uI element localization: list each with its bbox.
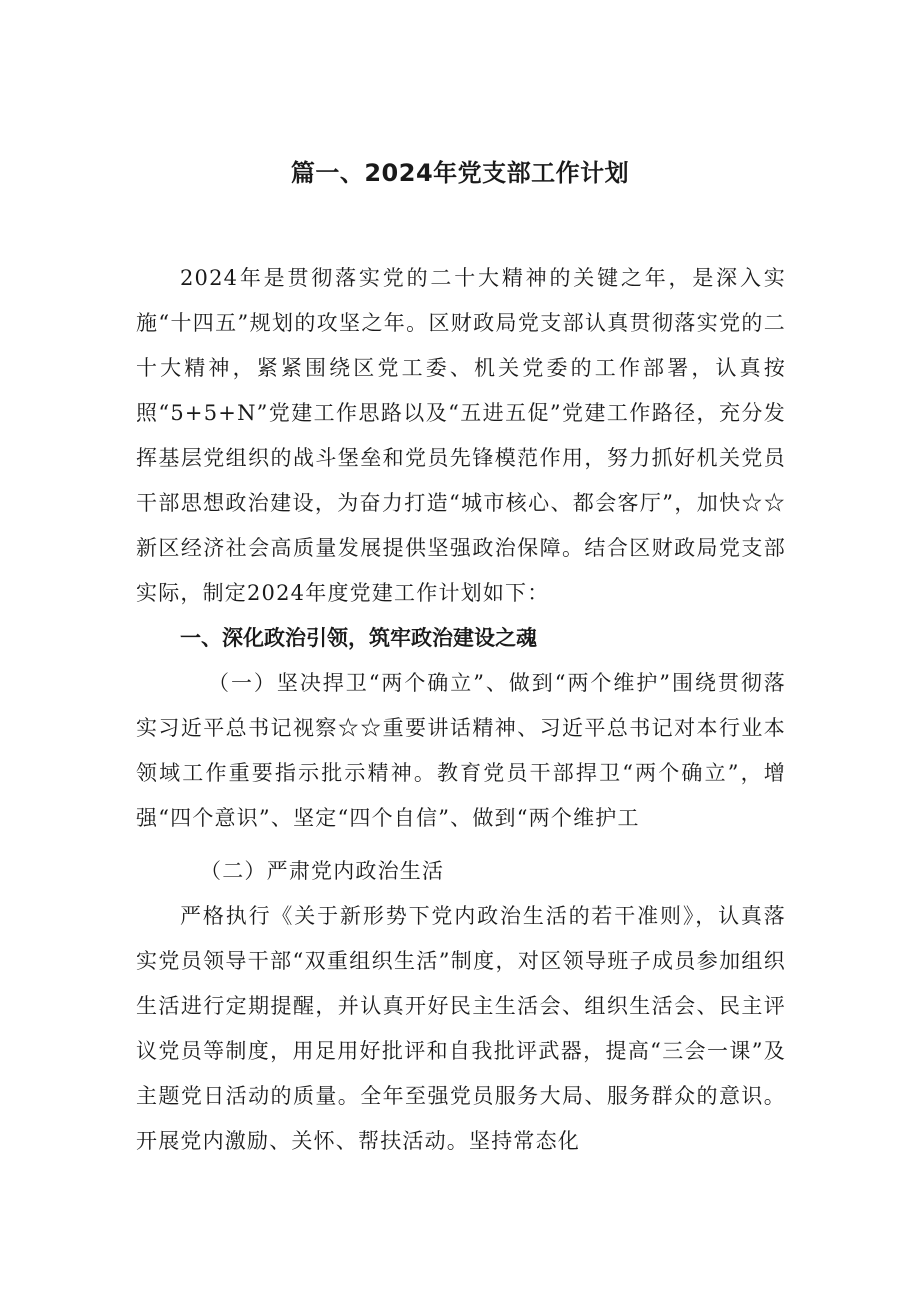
subsection-1-paragraph: （一）坚决捍卫“两个确立”、做到“两个维护”围绕贯彻落实习近平总书记视察☆☆重要讲话精神、习近平总书记对本行业本领域工作重要指示批示精神。教育党员干部捍卫“两个确立”，增强“四个意识”、坚定“四个自信”、做到“两个维护工 bbox=[136, 671, 786, 830]
document-title: 篇一、2024年党支部工作计划 bbox=[290, 159, 630, 187]
subsection-heading-2: （二）严肃党内政治生活 bbox=[200, 859, 445, 883]
document-body bbox=[136, 256, 786, 1164]
subsection-2-paragraph: 严格执行《关于新形势下党内政治生活的若干准则》，认真落实党员领导干部“双重组织生活”制度，对区领导班子成员参加组织生活进行定期提醒，并认真开好民主生活会、组织生活会、民主评议党员等制度，用足用好批评和自我批评武器，提高“三会一课”及主题党日活动的质量。全年至强党员服务大局、服务群众的意识。开展党内激励、关怀、帮扶活动。坚持常态化 bbox=[136, 904, 786, 1153]
paragraph-gap bbox=[136, 841, 786, 849]
section-heading-1: 一、深化政治引领，筑牢政治建设之魂 bbox=[180, 626, 537, 650]
intro-paragraph: 2024年是贯彻落实党的二十大精神的关键之年，是深入实施“十四五”规划的攻坚之年。区财政局党支部认真贯彻落实党的二十大精神，紧紧围绕区党工委、机关党委的工作部署，认真按照“5+5+N”党建工作思路以及“五进五促”党建工作路径，充分发挥基层党组织的战斗堡垒和党员先锋模范作用，努力抓好机关党员干部思想政治建设，为奋力打造“城市核心、都会客厅”，加快☆☆新区经济社会高质量发展提供坚强政治保障。结合区财政局党支部实际，制定2024年度党建工作计划如下： bbox=[136, 266, 786, 605]
